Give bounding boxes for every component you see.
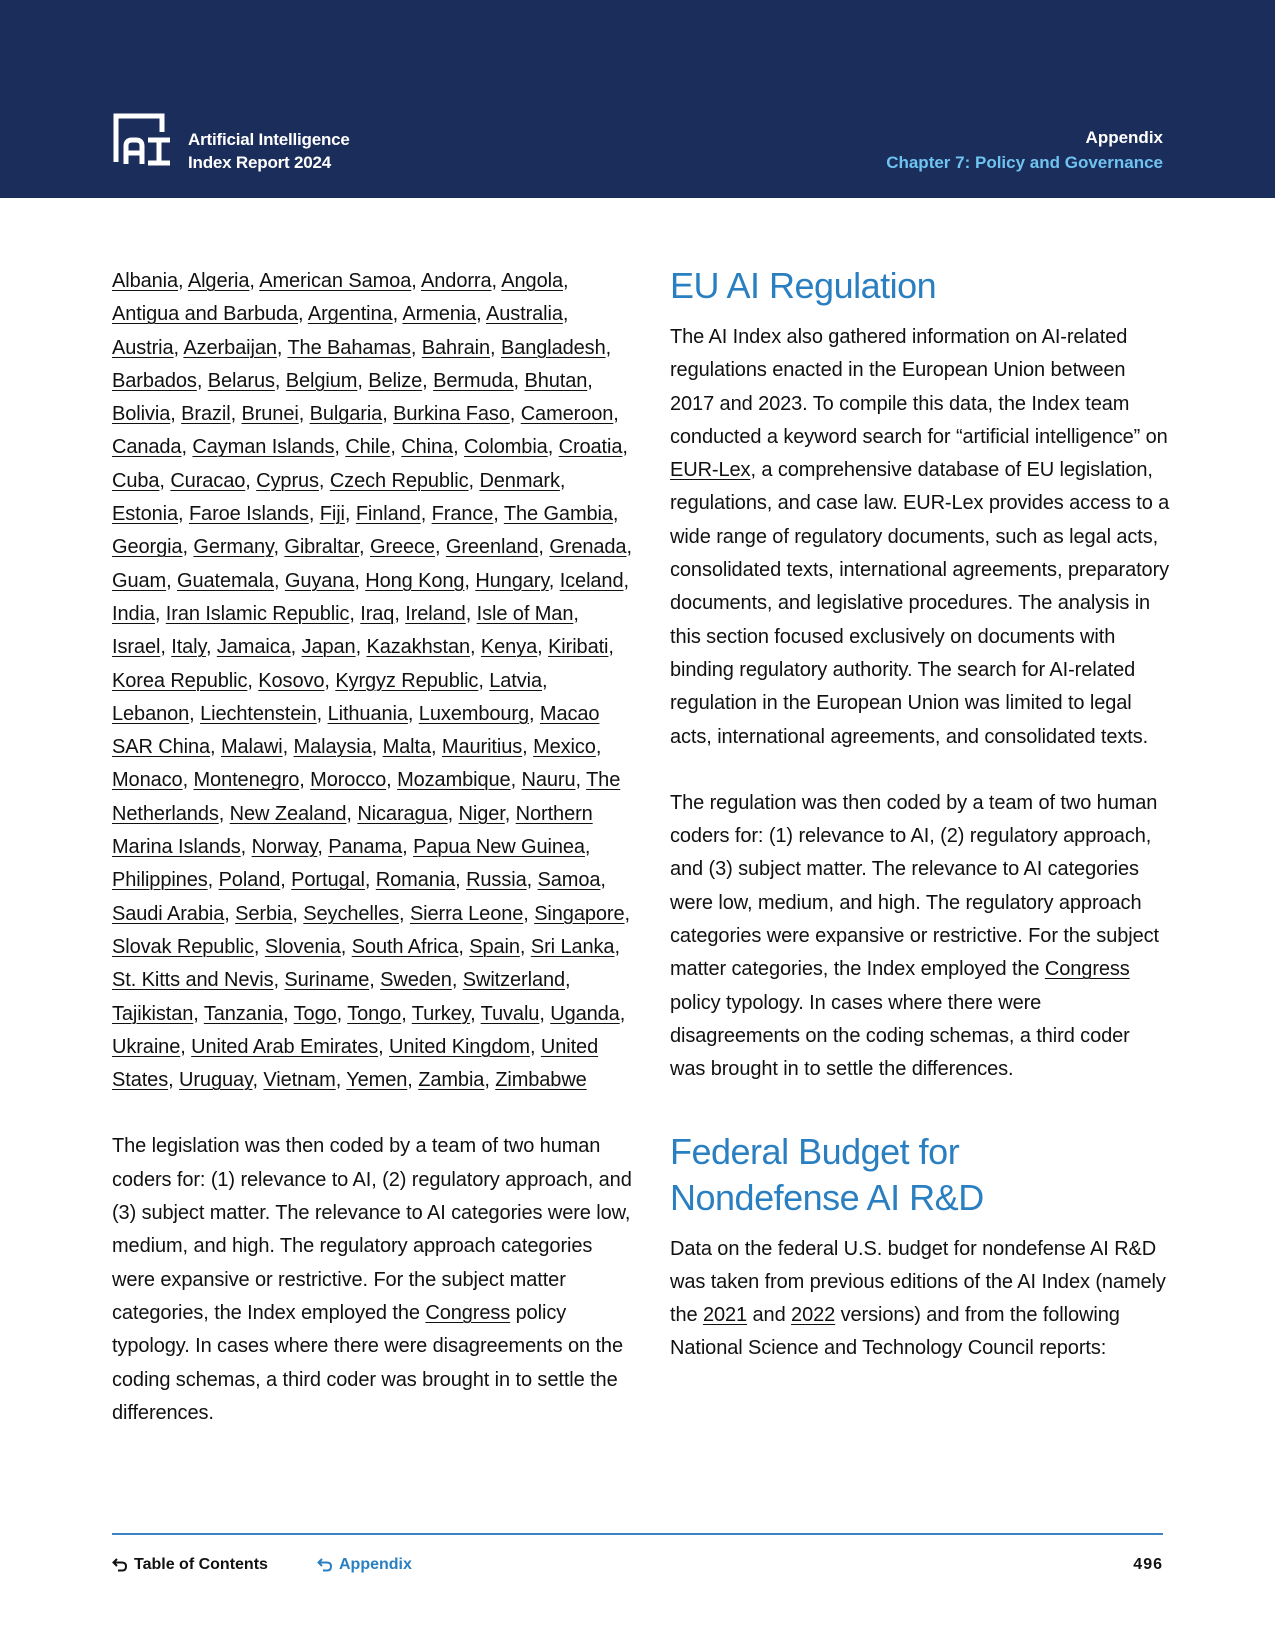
country-link[interactable]: Italy (171, 636, 206, 659)
country-link[interactable]: Serbia (235, 902, 293, 925)
country-link[interactable]: Isle of Man (476, 602, 574, 625)
country-link[interactable]: Canada (112, 436, 182, 459)
country-link[interactable]: Albania (112, 270, 179, 292)
country-link[interactable]: Cameroon (520, 403, 614, 426)
country-link[interactable]: Kazakhstan (366, 636, 470, 659)
paragraph-text: The AI Index also gathered information on AI-related regulations enacted in the European Union between 2017 and 2023. To compile this data, the Index team conducted a keyword search for “artificial intelligence” on (670, 326, 1168, 448)
country-link[interactable]: Australia (485, 303, 563, 326)
country-link[interactable]: St. Kitts and Nevis (112, 969, 274, 992)
country-link[interactable]: Turkey (411, 1002, 471, 1025)
country-link[interactable]: Macao SAR China (112, 702, 600, 759)
country-link[interactable]: India (112, 602, 155, 625)
country-link[interactable]: Philippines (112, 869, 208, 892)
report-brand (188, 128, 350, 174)
ai-index-2022-link[interactable]: 2022 (791, 1304, 836, 1327)
heading-line-1: Federal Budget for (670, 1130, 960, 1172)
congress-link[interactable]: Congress (1044, 958, 1130, 981)
country-link[interactable]: Curacao (170, 469, 246, 492)
country-link[interactable]: Norway (251, 836, 318, 859)
brand-line-1: Artificial Intelligence (188, 130, 350, 149)
country-link[interactable]: Japan (301, 636, 356, 659)
federal-budget-heading (670, 1129, 1170, 1221)
country-link[interactable]: Ireland (405, 602, 466, 625)
toc-label: Table of Contents (134, 1556, 268, 1573)
country-link[interactable]: Bermuda (433, 369, 514, 392)
country-link[interactable]: The Gambia (503, 503, 613, 526)
country-link[interactable]: Saudi Arabia (112, 902, 225, 925)
paragraph-text: , a comprehensive database of EU legislation, regulations, and case law. EUR-Lex provides access to a wide range of regulatory documents, such as legal acts, consolidated texts, international agreements, preparatory documents, and legislative procedures. The analysis in this section focused exclusively on documents with binding regulatory authority. The search for AI-related regulation in the European Union was limited to legal acts, international agreements, and consolidated texts. (670, 459, 1170, 748)
spacer (670, 1087, 1170, 1129)
country-link[interactable]: The Bahamas (287, 336, 411, 359)
eu-regulation-paragraph-2 (670, 787, 1170, 1087)
country-link[interactable]: Guyana (284, 569, 355, 592)
country-link[interactable]: Bolivia (112, 403, 171, 426)
right-column (670, 265, 1170, 1366)
legislation-coding-paragraph (112, 1130, 632, 1430)
country-link[interactable]: Angola (501, 270, 563, 292)
country-link[interactable]: Denmark (479, 469, 560, 492)
appendix-label: Appendix (339, 1556, 412, 1573)
country-link[interactable]: Vietnam (263, 1069, 336, 1092)
heading-line-2: Nondefense AI R&D (670, 1176, 984, 1218)
country-link[interactable]: Estonia (112, 503, 179, 526)
country-link[interactable]: New Zealand (229, 802, 347, 825)
country-link[interactable]: Suriname (284, 969, 370, 992)
page-header (0, 0, 1275, 198)
country-link[interactable]: Bulgaria (309, 403, 383, 426)
country-link[interactable]: Andorra (421, 270, 492, 292)
country-link[interactable]: Kyrgyz Republic (335, 669, 479, 692)
country-link[interactable]: China (401, 436, 454, 459)
section-label: Appendix (1085, 128, 1163, 147)
country-link[interactable]: Slovenia (264, 935, 341, 958)
left-column (112, 265, 632, 1430)
country-link[interactable]: Malta (382, 736, 431, 759)
country-link[interactable]: Panama (328, 836, 403, 859)
country-link[interactable]: Iran Islamic Republic (165, 602, 350, 625)
country-link[interactable]: Latvia (489, 669, 543, 692)
country-link[interactable]: Belize (368, 369, 423, 392)
country-link-list: Albania, Algeria, American Samoa, Andorra, Angola, Antigua and Barbuda, Argentina, Armenia, Australia, Austria, Azerbaijan, The Bahamas, Bahrain, Bangladesh, Barbados, Belarus, Belgium, Belize, Bermuda, Bhutan, Bolivia, Brazil, Brunei, Bulgaria, Burkina Faso, Cameroon, Canada, Cayman Islands, Chile, China, Colombia, Croatia, Cuba, Curacao, Cyprus, Czech Republic, Denmark, Estonia, Faroe Islands, Fiji, Finland, France, The Gambia, Georgia, Germany, Gibraltar, Greece, Greenland, Grenada, Guam, Guatemala, Guyana, Hong Kong, Hungary, Iceland, India, Iran Islamic Republic, Iraq, Ireland, Isle of Man, Israel, Italy, Jamaica, Japan, Kazakhstan, Kenya, Kiribati, Korea Republic, Kosovo, Kyrgyz Republic, Latvia, Lebanon, Liechtenstein, Lithuania, Luxembourg, Macao SAR China, Malawi, Malaysia, Malta, Mauritius, Mexico, Monaco, Montenegro, Morocco, Mozambique, Nauru, The Netherlands, New Zealand, Nicaragua, Niger, Northern Marina Islands, Norway, Panama, Papua New Guinea, Philippines, Poland, Portugal, Romania, Russia, Samoa, Saudi Arabia, Serbia, Seychelles, Sierra Leone, Singapore, Slovak Republic, Slovenia, South Africa, Spain, Sri Lanka, St. Kitts and Nevis, Suriname, Sweden, Switzerland, Tajikistan, Tanzania, Togo, Tongo, Turkey, Tuvalu, Uganda, Ukraine, United Arab Emirates, United Kingdom, United States, Uruguay, Vietnam, Yemen, Zambia, Zimbabwe (112, 270, 632, 1092)
country-link[interactable]: Tajikistan (112, 1002, 194, 1025)
country-link[interactable]: Azerbaijan (183, 336, 277, 359)
country-link[interactable]: Finland (355, 503, 421, 526)
country-link[interactable]: Tongo (347, 1002, 402, 1025)
country-link[interactable]: Brunei (241, 403, 299, 426)
country-link[interactable]: Niger (458, 802, 505, 825)
eur-lex-link[interactable]: EUR-Lex (670, 459, 751, 482)
country-link[interactable]: Papua New Guinea (413, 836, 585, 859)
country-link[interactable]: Bahrain (421, 336, 491, 359)
country-link[interactable]: Guam (112, 569, 167, 592)
country-link[interactable]: Iceland (559, 569, 624, 592)
paragraph-text: The legislation was then coded by a team of two human coders for: (1) relevance to AI, (2) regulatory approach, and (3) subject matter. The relevance to AI categories were low, medium, and high. The regulatory approach categories were expansive or restrictive. For the subject matter categories, the Index employed the (112, 1135, 632, 1324)
country-link[interactable]: Bangladesh (500, 336, 606, 359)
country-link[interactable]: Seychelles (303, 902, 400, 925)
country-link[interactable]: Armenia (402, 303, 477, 326)
country-link[interactable]: United Kingdom (389, 1035, 530, 1058)
spacer (670, 754, 1170, 787)
country-link[interactable]: Romania (375, 869, 456, 892)
page-number: 496 (1133, 1556, 1163, 1573)
country-link[interactable]: Algeria (187, 270, 250, 292)
country-link[interactable]: Mauritius (441, 736, 523, 759)
country-link[interactable]: Samoa (537, 869, 601, 892)
return-arrow-icon (317, 1557, 333, 1573)
country-link[interactable]: France (431, 503, 494, 526)
paragraph-text: and (747, 1304, 792, 1327)
country-link[interactable]: Guatemala (177, 569, 274, 592)
federal-budget-paragraph (670, 1233, 1170, 1366)
eu-regulation-heading: EU AI Regulation (670, 265, 937, 306)
country-link[interactable]: Greece (369, 536, 435, 559)
country-link[interactable]: South Africa (351, 935, 459, 958)
country-link[interactable]: Liechtenstein (200, 702, 317, 725)
country-link[interactable]: Gibraltar (284, 536, 360, 559)
congress-link[interactable]: Congress (425, 1301, 511, 1324)
brand-line-2: Index Report 2024 (188, 153, 332, 172)
country-link[interactable]: Antigua and Barbuda (112, 303, 299, 326)
country-link[interactable]: Grenada (549, 536, 627, 559)
country-link[interactable]: Austria (112, 336, 174, 359)
table-of-contents-link[interactable] (112, 1556, 268, 1574)
country-link[interactable]: Zimbabwe (495, 1069, 587, 1092)
return-arrow-icon (112, 1557, 128, 1573)
country-link[interactable]: Northern Marina Islands (112, 802, 593, 859)
ai-index-logo-icon (112, 112, 172, 166)
country-link[interactable]: Cyprus (256, 469, 319, 492)
country-link[interactable]: Monaco (112, 769, 183, 792)
country-link[interactable]: Morocco (310, 769, 387, 792)
country-link[interactable]: Poland (218, 869, 281, 892)
country-link[interactable]: Mexico (533, 736, 596, 759)
country-link[interactable]: Hong Kong (365, 569, 465, 592)
country-link[interactable]: Tuvalu (480, 1002, 540, 1025)
country-link[interactable]: Russia (466, 869, 527, 892)
paragraph-text: policy typology. In cases where there were disagreements on the coding schemas, a third coder was brought in to settle the differences. (112, 1301, 623, 1424)
country-link[interactable]: United Arab Emirates (191, 1035, 379, 1058)
page-footer (112, 1556, 1163, 1580)
country-link[interactable]: Fiji (319, 503, 345, 526)
country-link[interactable]: United States (112, 1035, 599, 1092)
country-link[interactable]: Bhutan (524, 369, 588, 392)
country-link[interactable]: Jamaica (216, 636, 291, 659)
country-link[interactable]: Germany (193, 536, 274, 559)
country-link[interactable]: Lithuania (327, 702, 408, 725)
country-link[interactable]: Kiribati (548, 636, 609, 659)
eu-regulation-paragraph-1 (670, 321, 1170, 754)
country-link[interactable]: Malaysia (293, 736, 372, 759)
country-link[interactable]: Faroe Islands (188, 503, 309, 526)
country-link[interactable]: Lebanon (112, 702, 190, 725)
country-link[interactable]: Singapore (534, 902, 625, 925)
country-link[interactable]: Cayman Islands (192, 436, 335, 459)
country-link[interactable]: Spain (469, 935, 520, 958)
country-link[interactable]: Montenegro (193, 769, 300, 792)
country-link[interactable]: Israel (112, 636, 161, 659)
country-link[interactable]: Togo (293, 1002, 337, 1025)
country-link[interactable]: Greenland (445, 536, 539, 559)
paragraph-text: versions) and from the following National Science and Technology Council reports: (670, 1304, 1120, 1360)
country-link[interactable]: Sierra Leone (409, 902, 524, 925)
country-link[interactable]: Nicaragua (357, 802, 448, 825)
country-link[interactable]: Georgia (112, 536, 183, 559)
country-link[interactable]: Chile (345, 436, 391, 459)
country-link[interactable]: Belarus (207, 369, 275, 392)
country-link[interactable]: Kosovo (258, 669, 325, 692)
country-link[interactable]: Sri Lanka (530, 935, 615, 958)
country-link[interactable]: Portugal (291, 869, 365, 892)
country-link[interactable]: American Samoa (259, 270, 412, 292)
appendix-link[interactable] (317, 1556, 412, 1574)
country-link[interactable]: Ukraine (112, 1035, 181, 1058)
country-link[interactable]: Korea Republic (112, 669, 248, 692)
spacer (112, 1097, 632, 1130)
country-link[interactable]: Colombia (464, 436, 548, 459)
country-link[interactable]: The Netherlands (112, 769, 621, 825)
paragraph-text: Data on the federal U.S. budget for nondefense AI R&D was taken from previous editions of the AI Index (namely the (670, 1237, 1166, 1327)
footer-divider (112, 1533, 1163, 1535)
country-link[interactable]: Brazil (181, 403, 231, 426)
country-link[interactable]: Luxembourg (418, 702, 529, 725)
country-link[interactable]: Uganda (550, 1002, 620, 1025)
country-link[interactable]: Barbados (112, 369, 197, 392)
country-link[interactable]: Hungary (475, 569, 549, 592)
paragraph-text: policy typology. In cases where there were disagreements on the coding schemas, a third coder was brought in to settle the differences. (670, 991, 1130, 1081)
country-link[interactable]: Argentina (307, 303, 393, 326)
header-breadcrumb (886, 125, 1163, 175)
country-link[interactable]: Croatia (558, 436, 623, 459)
country-link[interactable]: Czech Republic (329, 469, 469, 492)
country-link[interactable]: Cuba (112, 469, 160, 492)
country-link[interactable]: Sweden (380, 969, 452, 992)
country-link[interactable]: Switzerland (462, 969, 566, 992)
country-link[interactable]: Uruguay (179, 1069, 253, 1092)
country-link[interactable]: Yemen (346, 1069, 408, 1092)
country-link[interactable]: Mozambique (397, 769, 511, 792)
ai-index-2021-link[interactable]: 2021 (702, 1304, 748, 1327)
country-link[interactable]: Tanzania (203, 1002, 284, 1025)
country-link[interactable]: Nauru (521, 769, 576, 792)
country-link[interactable]: Malawi (220, 736, 283, 759)
country-link[interactable]: Belgium (285, 369, 358, 392)
chapter-label: Chapter 7: Policy and Governance (886, 153, 1163, 172)
paragraph-text: The regulation was then coded by a team of two human coders for: (1) relevance to AI, (2) regulatory approach, and (3) subject matter. The relevance to AI categories were low, medium, and high. The regulatory approach categories were expansive or restrictive. For the subject matter categories, the Index employed the (670, 791, 1159, 981)
country-link[interactable]: Slovak Republic (112, 935, 254, 958)
country-link[interactable]: Burkina Faso (393, 403, 510, 426)
country-link[interactable]: Iraq (360, 602, 395, 625)
country-link[interactable]: Kenya (480, 636, 538, 659)
country-link[interactable]: Zambia (418, 1069, 485, 1092)
